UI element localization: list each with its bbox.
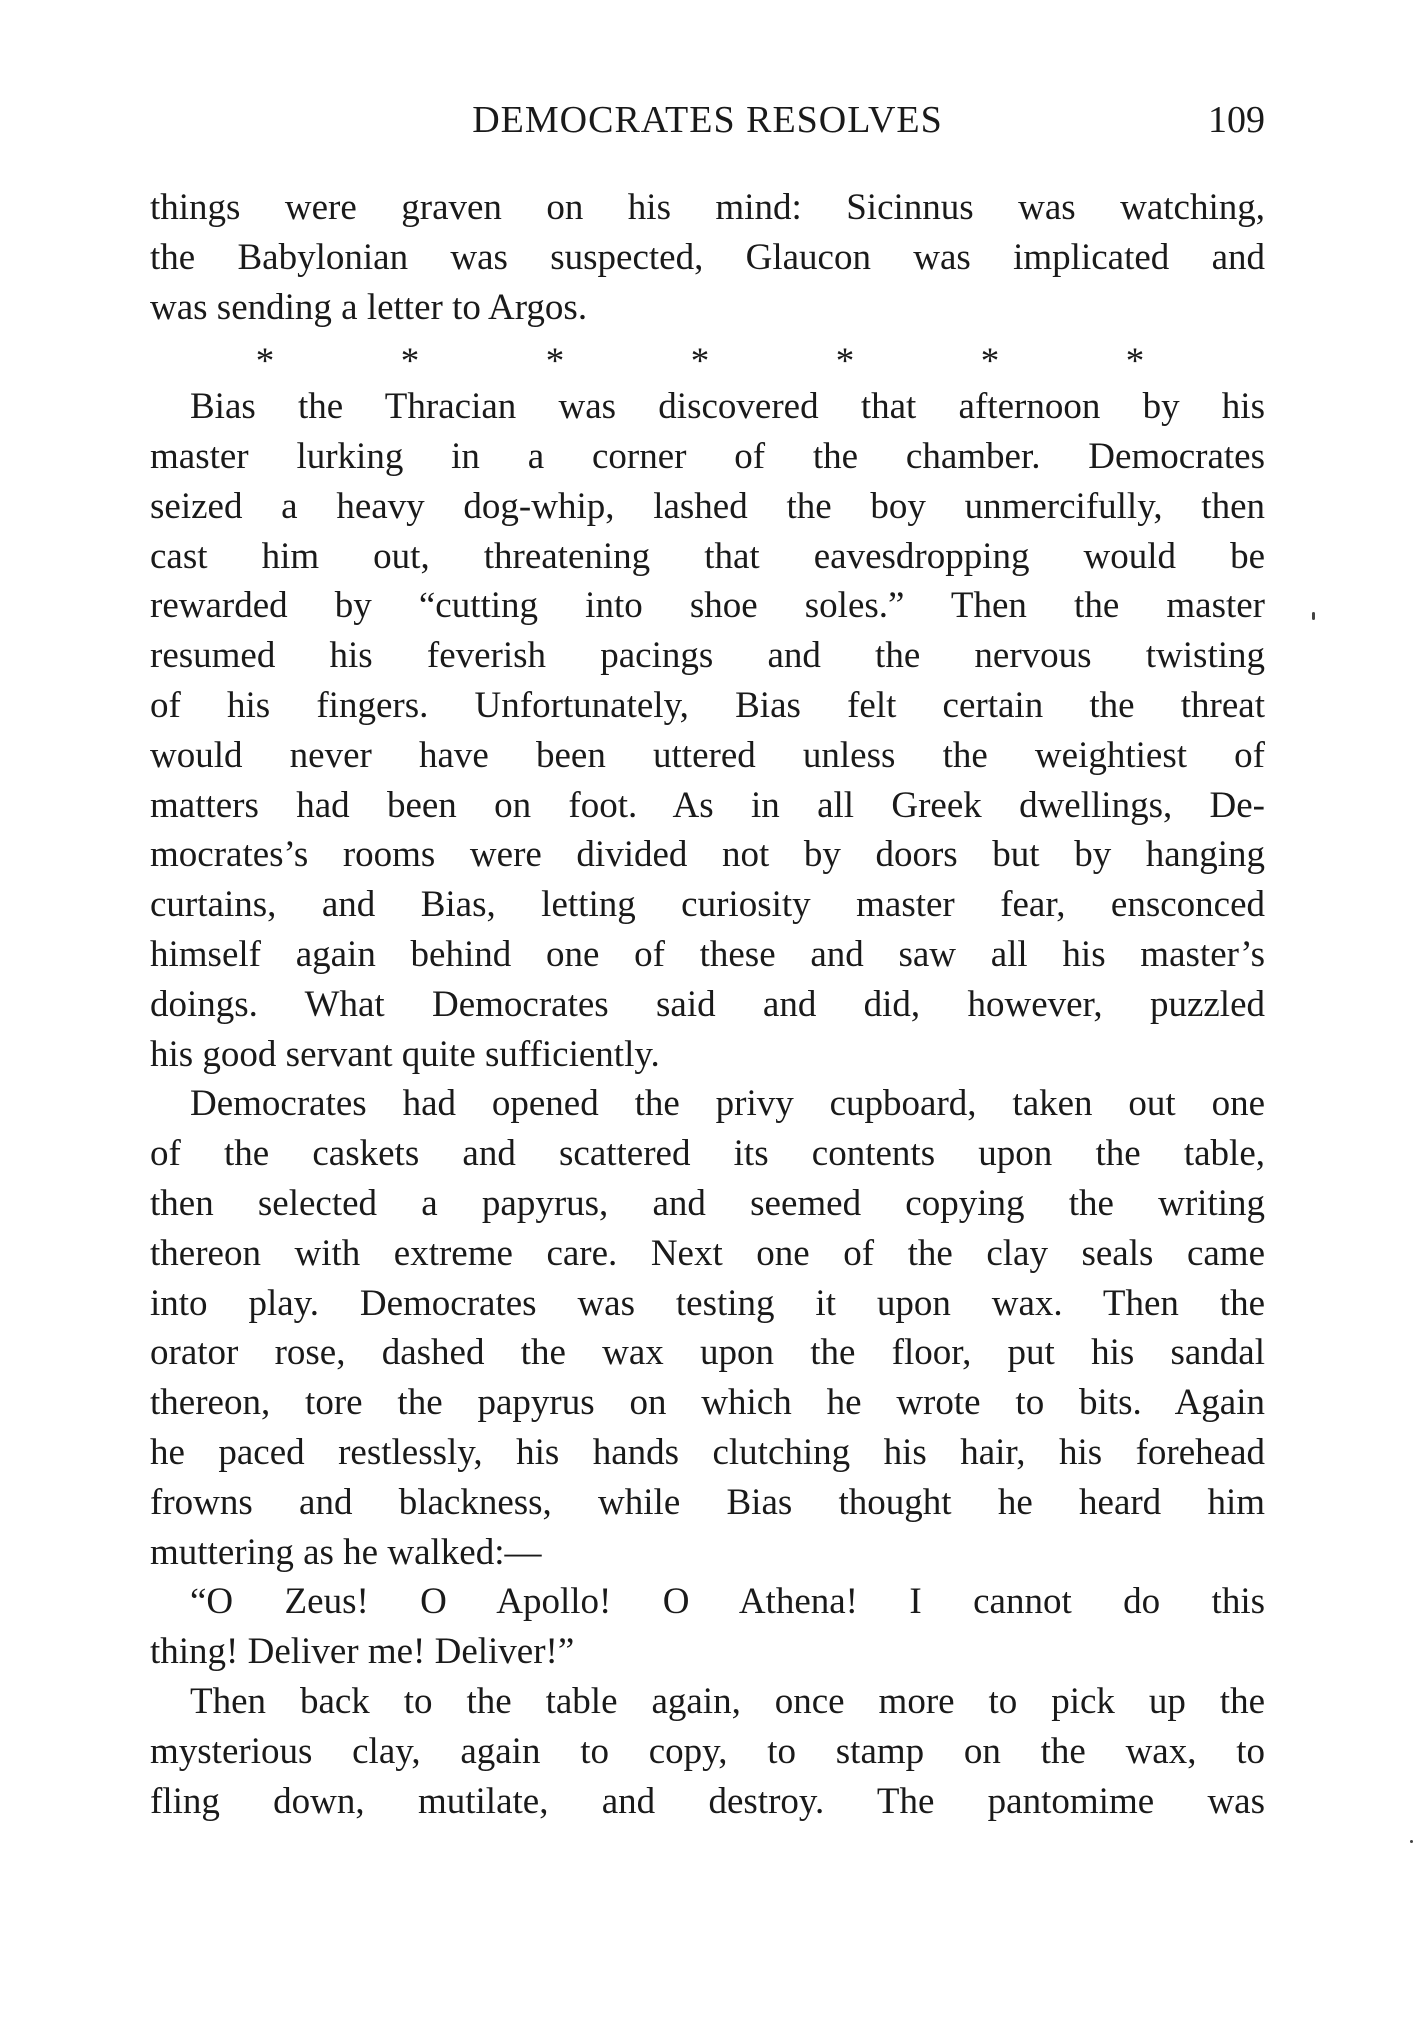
text-line: into play. Democrates was testing it upon wax. Then the — [150, 1282, 1265, 1324]
text-line: matters had been on foot. As in all Greek dwellings, De- — [150, 784, 1265, 826]
text-line: curtains, and Bias, letting curiosity master fear, ensconced — [150, 884, 1265, 926]
text-line: things were graven on his mind: Sicinnus was watching, — [150, 187, 1265, 228]
body-text — [150, 183, 1265, 1826]
text-line: himself again behind one of these and saw all his master’s — [150, 933, 1265, 975]
text-line: Then back to the table again, once more to pick up the — [190, 1680, 1265, 1722]
page-number: 109 — [1208, 99, 1265, 141]
text-line: resumed his feverish pacings and the nervous twisting — [150, 635, 1265, 677]
text-line: rewarded by “cutting into shoe soles.” Then the master — [150, 585, 1265, 627]
text-line: mocrates’s rooms were divided not by doors but by hanging — [150, 834, 1265, 876]
separator-asterisk: * — [980, 341, 1000, 383]
text-line: frowns and blackness, while Bias thought he heard him — [150, 1481, 1265, 1523]
paper-speck — [1312, 612, 1315, 620]
text-line: his good servant quite sufficiently. — [150, 1033, 660, 1075]
page-header — [150, 90, 1265, 150]
separator-asterisk: * — [1125, 341, 1145, 383]
text-line: mysterious clay, again to copy, to stamp on the wax, to — [150, 1730, 1265, 1772]
text-line: he paced restlessly, his hands clutching his hair, his forehead — [150, 1431, 1265, 1473]
text-line: of his fingers. Unfortunately, Bias felt certain the threat — [150, 684, 1265, 726]
text-line: muttering as he walked:— — [150, 1531, 542, 1573]
text-line: Bias the Thracian was discovered that afternoon by his — [190, 386, 1265, 428]
paper-speck — [1410, 1840, 1413, 1843]
text-line: cast him out, threatening that eavesdropping would be — [150, 535, 1265, 577]
text-line: doings. What Democrates said and did, however, puzzled — [150, 983, 1265, 1025]
text-line: was sending a letter to Argos. — [150, 286, 588, 328]
text-line: of the caskets and scattered its contents upon the table, — [150, 1133, 1265, 1175]
text-line: would never have been uttered unless the weightiest of — [150, 734, 1265, 776]
text-line: thereon with extreme care. Next one of the clay seals came — [150, 1232, 1265, 1274]
running-title: DEMOCRATES RESOLVES — [472, 99, 943, 141]
text-line: thing! Deliver me! Deliver!” — [150, 1631, 575, 1673]
text-line: seized a heavy dog-whip, lashed the boy unmercifully, then — [150, 485, 1265, 527]
separator-asterisk: * — [545, 341, 565, 383]
text-line: Democrates had opened the privy cupboard, taken out one — [190, 1083, 1265, 1125]
separator-asterisk: * — [400, 341, 420, 383]
text-line: orator rose, dashed the wax upon the floor, put his sandal — [150, 1332, 1265, 1374]
text-line: fling down, mutilate, and destroy. The pantomime was — [150, 1780, 1265, 1822]
text-line: then selected a papyrus, and seemed copying the writing — [150, 1182, 1265, 1224]
text-line: master lurking in a corner of the chamber. Democrates — [150, 435, 1265, 477]
separator-asterisk: * — [835, 341, 855, 383]
separator-asterisk: * — [255, 341, 275, 383]
text-line: thereon, tore the papyrus on which he wrote to bits. Again — [150, 1382, 1265, 1424]
text-line: the Babylonian was suspected, Glaucon was implicated and — [150, 236, 1265, 278]
section-separator — [150, 332, 1265, 382]
separator-asterisk: * — [690, 341, 710, 383]
text-line: “O Zeus! O Apollo! O Athena! I cannot do this — [190, 1581, 1265, 1623]
